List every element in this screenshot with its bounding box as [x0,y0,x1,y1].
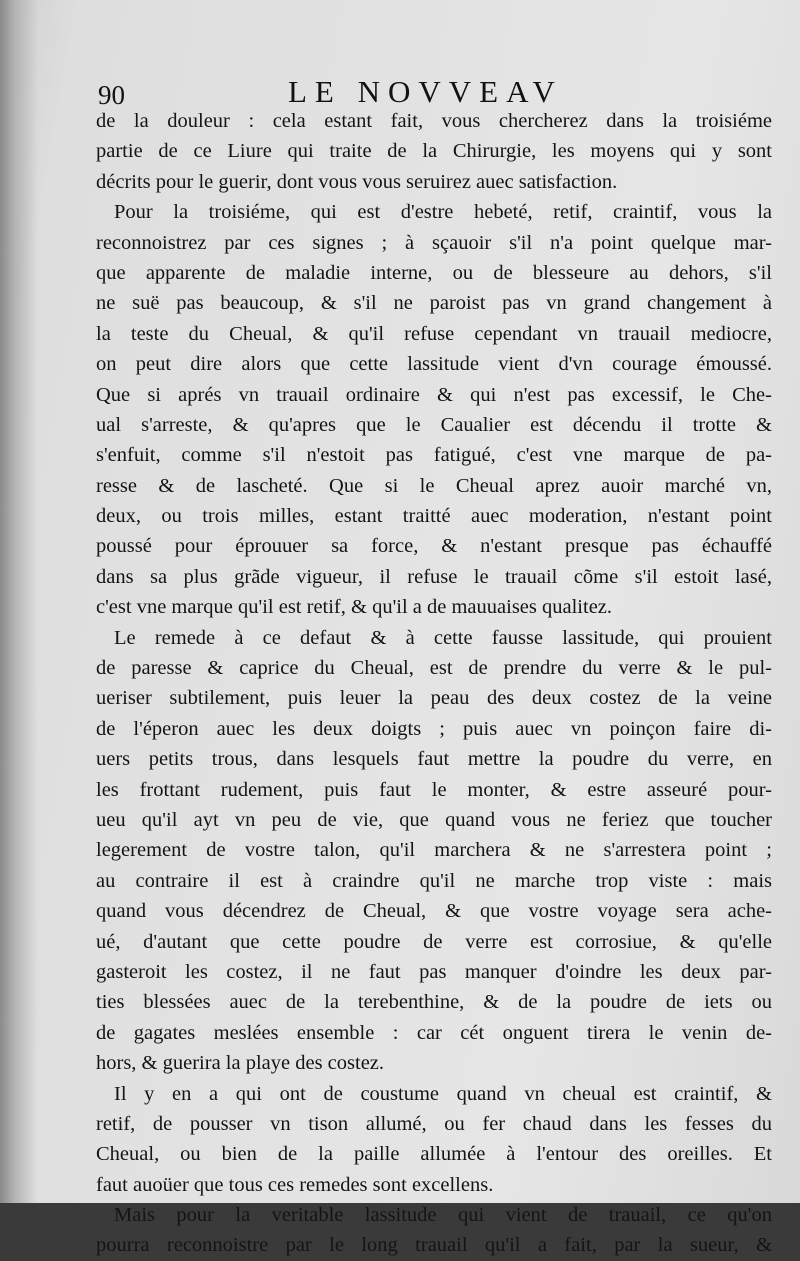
text-line: ual s'arreste, & qu'apres que le Caualier est décendu il trotte & [96,413,772,436]
text-line: partie de ce Liure qui traite de la Chirurgie, les moyens qui y sont [96,140,772,163]
body-text [96,106,772,1261]
text-line: resse & de lascheté. Que si le Cheual aprez auoir marché vn, [96,474,772,497]
text-line: legerement de vostre talon, qu'il marchera & ne s'arrestera point ; [96,839,772,862]
text-line: poussé pour éprouuer sa force, & n'estant presque pas échauffé [96,535,772,558]
text-line: ueriser subtilement, puis leuer la peau des deux costez de la veine [96,687,772,710]
text-line: de l'éperon auec les deux doigts ; puis auec vn poinçon faire di- [96,717,772,740]
text-line: s'enfuit, comme s'il n'estoit pas fatigué, c'est vne marque de pa- [96,444,772,467]
text-line: on peut dire alors que cette lassitude vient d'vn courage émoussé. [96,353,772,376]
text-line: uers petits trous, dans lesquels faut mettre la poudre du verre, en [96,748,772,771]
text-line: pourra reconnoistre par le long trauail qu'il a fait, par la sueur, & [96,1234,772,1257]
text-line: Mais pour la veritable lassitude qui vient de trauail, ce qu'on [114,1204,772,1227]
text-line: dans sa plus grãde vigueur, il refuse le trauail cõme s'il estoit lasé, [96,565,772,588]
text-line: de la douleur : cela estant fait, vous chercherez dans la troisiéme [96,110,772,132]
text-line: reconnoistrez par ces signes ; à sçauoir s'il n'a point quelque mar- [96,231,772,254]
text-line: de gagates meslées ensemble : car cét onguent tirera le venin de- [96,1021,772,1044]
text-line: Il y en a qui ont de coustume quand vn cheual est craintif, & [114,1082,772,1105]
text-line: deux, ou trois milles, estant traitté auec moderation, n'estant point [96,505,772,528]
text-line: que apparente de maladie interne, ou de blesseure au dehors, s'il [96,261,772,284]
gutter-shadow [0,0,38,1203]
text-line: décrits pour le guerir, dont vous vous seruirez auec satisfaction. [96,170,618,193]
text-line: faut auoüer que tous ces remedes sont excellens. [96,1173,494,1196]
text-line: quand vous décendrez de Cheual, & que vostre voyage sera ache- [96,900,772,923]
running-title: LE NOVVEAV [288,74,563,109]
page-number: 90 [98,80,125,110]
text-line: gasteroit les costez, il ne faut pas manquer d'oindre les deux par- [96,960,772,983]
text-line: les frottant rudement, puis faut le monter, & estre asseuré pour- [96,778,772,801]
text-line: ties blessées auec de la terebenthine, & de la poudre de iets ou [96,991,772,1014]
text-line: hors, & guerira la playe des costez. [96,1052,385,1075]
text-line: Cheual, ou bien de la paille allumée à l'entour des oreilles. Et [96,1143,772,1166]
text-line: Pour la troisiéme, qui est d'estre hebeté, retif, craintif, vous la [114,201,772,224]
text-line: Le remede à ce defaut & à cette fausse lassitude, qui prouient [114,626,772,649]
text-line: ne suë pas beaucoup, & s'il ne paroist pas vn grand changement à [96,292,772,315]
text-line: ueu qu'il ayt vn peu de vie, que quand vous ne feriez que toucher [96,808,772,831]
text-line: au contraire il est à craindre qu'il ne marche trop viste : mais [96,869,772,892]
text-line: la teste du Cheual, & qu'il refuse cependant vn trauail mediocre, [96,322,772,345]
text-line: de paresse & caprice du Cheual, est de prendre du verre & le pul- [96,657,772,680]
text-line: retif, de pousser vn tison allumé, ou fer chaud dans les fesses du [96,1112,772,1135]
text-line: c'est vne marque qu'il est retif, & qu'il a de mauuaises qualitez. [96,596,613,619]
text-line: ué, d'autant que cette poudre de verre est corrosiue, & qu'elle [96,930,772,953]
text-line: Que si aprés vn trauail ordinaire & qui n'est pas excessif, le Che- [96,383,772,406]
